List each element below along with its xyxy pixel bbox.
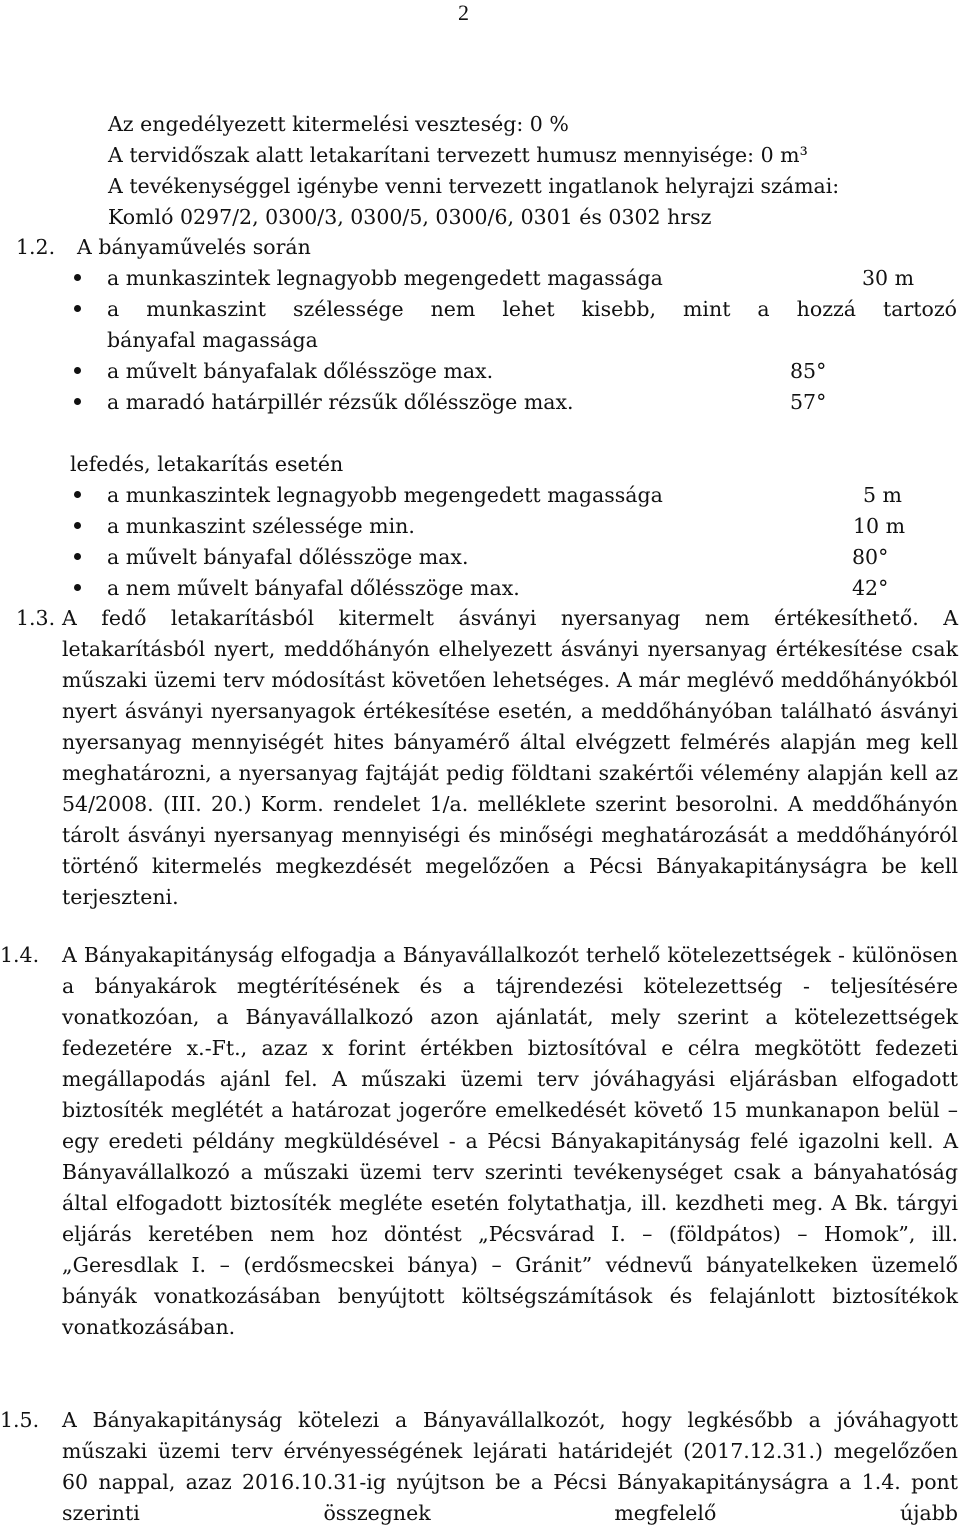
item-value: 5 m	[863, 483, 902, 507]
item-label: a művelt bányafal dőlésszöge max.	[107, 545, 469, 569]
section-1-3-text: A fedő letakarításból kitermelt ásványi nyersanyag nem értékesíthető. A letakarításból nyert, meddőhányón elhelyezett ásványi nyersanyag értékesítése csak műszaki üzemi terv módosítást követően lehetséges. A már meglévő meddőhányókból nyert ásványi nyersanyagok értékesítése esetén, a meddőhányóban található ásványi nyersanyag mennyiségét hites bányamérő által elvégzett felmérés alapján meg kell meghatározni, a nyersanyag fajtáját pedig földtani szakértői vélemény alapján kell az 54/2008. (III. 20.) Korm. rendelet 1/a. melléklete szerint besorolni. A meddőhányón tárolt ásványi nyersanyag mennyiségi és minőségi meghatározását a meddőhányóról történő kitermelés megkezdését megelőzően a Pécsi Bányakapitányságra be kell terjeszteni.	[62, 606, 958, 909]
bullet-icon	[74, 522, 81, 529]
intro-line-3: A tevékenységgel igénybe venni tervezett ingatlanok helyrajzi számai:	[108, 174, 840, 198]
item-value: 30 m	[862, 266, 915, 290]
item-value: 85°	[790, 359, 827, 383]
section-1-2-number: 1.2.	[16, 235, 56, 259]
item-value: 42°	[852, 576, 889, 600]
bullet-icon	[74, 491, 81, 498]
item-label-continued: bányafal magassága	[107, 328, 318, 352]
intro-line-4: Komló 0297/2, 0300/3, 0300/5, 0300/6, 0301 és 0302 hrsz	[108, 205, 712, 229]
section-1-5-number: 1.5.	[0, 1408, 40, 1432]
bullet-icon	[74, 274, 81, 281]
bullet-icon	[74, 553, 81, 560]
section-1-3-number: 1.3.	[16, 606, 56, 630]
item-label: a nem művelt bányafal dőlésszöge max.	[107, 576, 520, 600]
section-1-2-heading: A bányaművelés során	[77, 235, 311, 259]
bullet-icon	[74, 305, 81, 312]
section-1-4-number: 1.4.	[0, 943, 40, 967]
item-value: 57°	[790, 390, 827, 414]
section-1-5-text: A Bányakapitányság kötelezi a Bányavállalkozót, hogy legkésőbb a jóváhagyott műszaki üzemi terv érvényességének lejárati határidejét (2017.12.31.) megelőzően 60 nappal, azaz 2016.10.31-ig nyújtson be a Pécsi Bányakapitányságra a 1.4. pont szerinti összegnek megfelelő újabb	[62, 1408, 958, 1525]
item-label: a munkaszint szélessége nem lehet kisebb, mint a hozzá tartozó	[107, 297, 957, 321]
item-label: a művelt bányafalak dőlésszöge max.	[107, 359, 494, 383]
bullet-icon	[74, 398, 81, 405]
item-label: a munkaszint szélessége min.	[107, 514, 415, 538]
item-label: a munkaszintek legnagyobb megengedett magassága	[107, 266, 663, 290]
intro-line-2: A tervidőszak alatt letakarítani tervezett humusz mennyisége: 0 m³	[108, 143, 808, 167]
bullet-icon	[74, 584, 81, 591]
intro-line-1: Az engedélyezett kitermelési veszteség: 0 %	[108, 112, 569, 136]
bullet-icon	[74, 367, 81, 374]
item-value: 80°	[852, 545, 889, 569]
item-label: a munkaszintek legnagyobb megengedett magassága	[107, 483, 663, 507]
item-label: a maradó határpillér rézsűk dőlésszöge max.	[107, 390, 574, 414]
item-value: 10 m	[853, 514, 906, 538]
page-number: 2	[458, 0, 469, 25]
section-1-4-text: A Bányakapitányság elfogadja a Bányavállalkozót terhelő kötelezettségek - különösen a bányakárok megtérítésének és a tájrendezési kötelezettség - teljesítésére vonatkozóan, a Bányavállalkozó azon ajánlatát, mely szerint a kötelezettségek fedezetére x.-Ft., azaz x forint értékben biztosítóval e célra megkötött fedezeti megállapodás ajánl fel. A műszaki üzemi terv jóváhagyási eljárásban elfogadott biztosíték meglétét a határozat jogerőre emelkedését követő 15 munkanapon belül –egy eredeti példány megküldésével - a Pécsi Bányakapitányság felé igazolni kell. A Bányavállalkozó a műszaki üzemi terv szerinti tevékenységet csak a bányahatóság által elfogadott biztosíték megléte esetén folytathatja, ill. kezdheti meg. A Bk. tárgyi eljárás keretében nem hoz döntést „Pécsvárad I. – (földpátos) – Homok”, ill. „Geresdlak I. – (erdősmecskei bánya) – Gránit” védnevű bányatelkeken üzemelő bányák vonatkozásában benyújtott költségszámítások és felajánlott biztosítékok vonatkozásában.	[62, 943, 958, 1339]
subheading: lefedés, letakarítás esetén	[70, 452, 344, 476]
